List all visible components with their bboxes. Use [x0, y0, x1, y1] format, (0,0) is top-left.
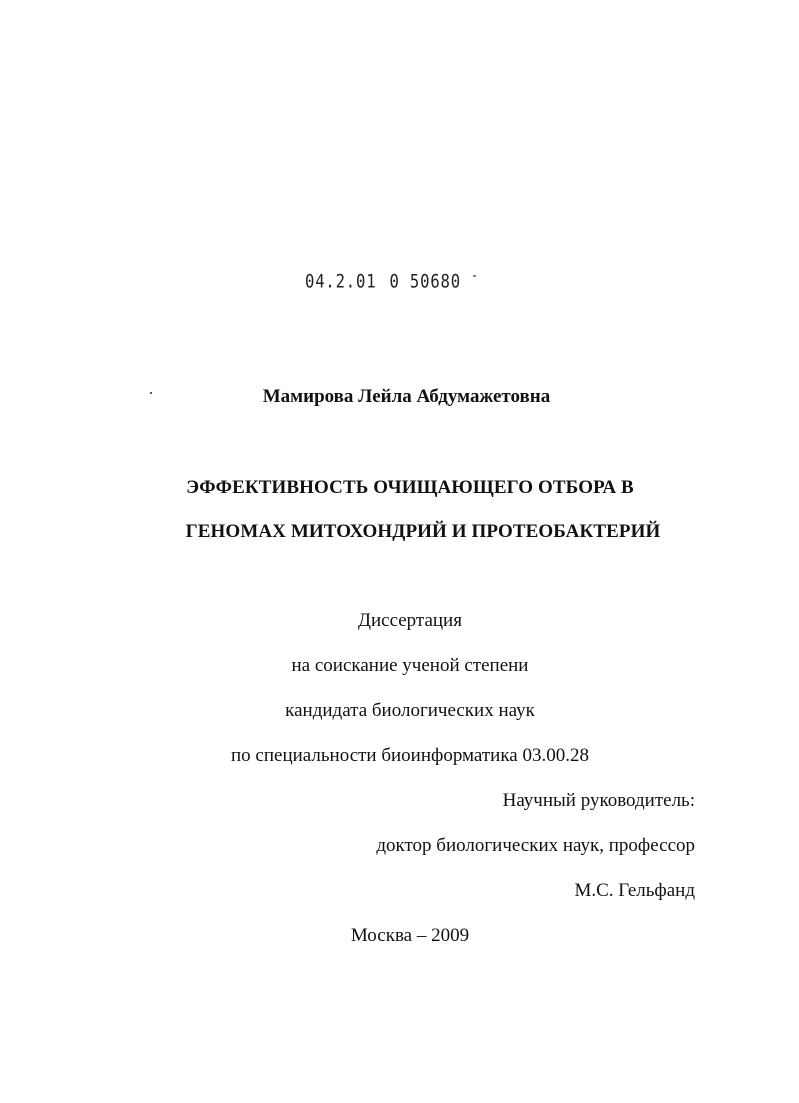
- document-type: Диссертация: [358, 610, 462, 631]
- stamp-mark: -: [471, 268, 479, 284]
- degree-name: кандидата биологических наук: [285, 700, 535, 721]
- place-year: Москва – 2009: [350, 925, 470, 946]
- supervisor-rank: доктор биологических наук, профессор: [376, 835, 695, 856]
- supervisor-label: Научный руководитель:: [502, 790, 695, 811]
- author-name: Мамирова Лейла Абдумажетовна: [262, 386, 551, 407]
- degree-purpose: на соискание ученой степени: [291, 655, 529, 676]
- title-line-1: ЭФФЕКТИВНОСТЬ ОЧИЩАЮЩЕГО ОТБОРА В: [186, 477, 634, 498]
- supervisor-name: М.С. Гельфанд: [574, 880, 695, 901]
- title-line-2: ГЕНОМАХ МИТОХОНДРИЙ И ПРОТЕОБАКТЕРИЙ: [185, 521, 661, 542]
- archive-stamp: [305, 268, 479, 292]
- specialty: по специальности биоинформатика 03.00.28: [231, 745, 589, 766]
- stamp-right-code: 0 50680: [389, 270, 461, 293]
- stamp-left-code: 04.2.01: [305, 270, 377, 293]
